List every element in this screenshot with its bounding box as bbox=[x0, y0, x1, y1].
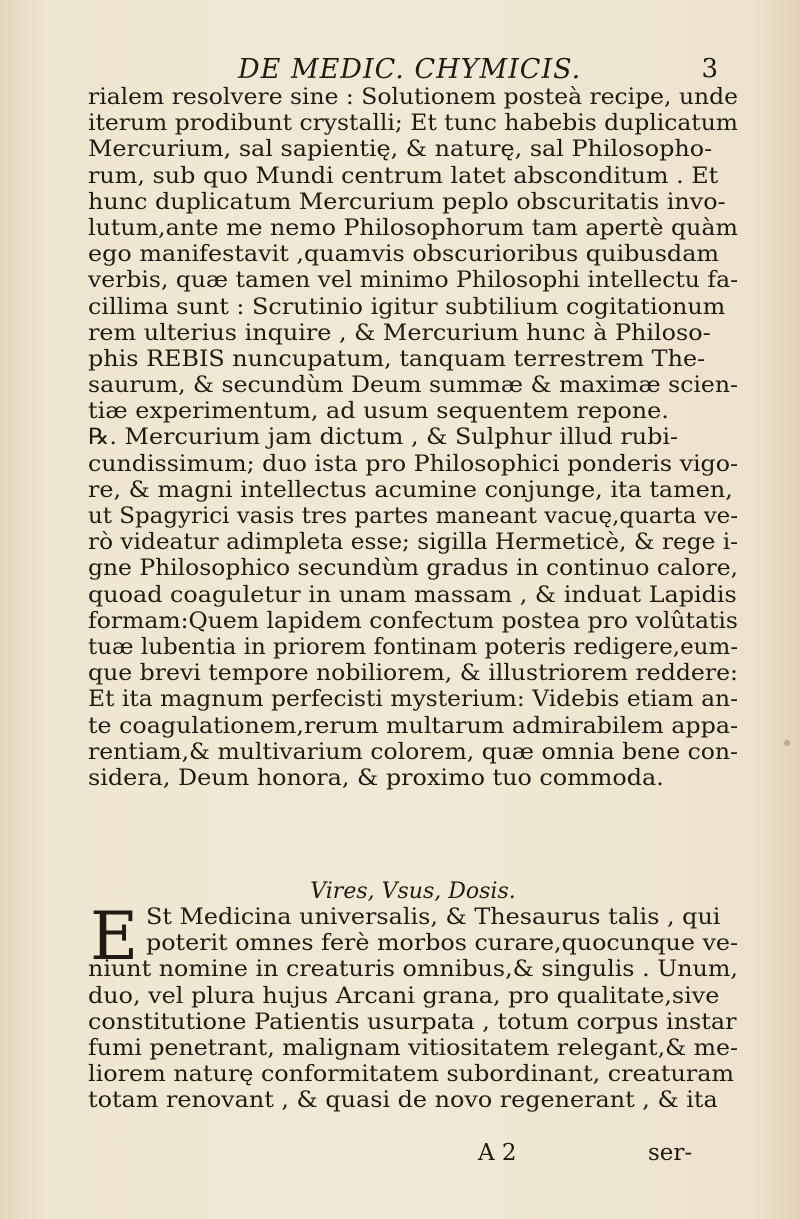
signature-mark: A 2 bbox=[478, 1140, 517, 1166]
text-line: cundissimum; duo ista pro Philosophici ponderis vigo- bbox=[88, 450, 738, 477]
text-line: rem ulterius inquire , & Mercurium hunc à Philoso- bbox=[88, 319, 711, 346]
text-line: rò videatur adimpleta esse; sigilla Hermeticè, & rege i- bbox=[88, 529, 738, 556]
drop-cap: E bbox=[90, 898, 139, 975]
text-line: re, & magni intellectus acumine conjunge, ita tamen, bbox=[88, 476, 733, 503]
paragraph-vires bbox=[88, 898, 738, 1114]
catchword: ser- bbox=[648, 1140, 693, 1166]
text-line: phis REBIS nuncupatum, tanquam terrestrem The- bbox=[88, 345, 706, 372]
page-number: 3 bbox=[701, 54, 718, 84]
running-head: DE MEDIC. CHYMICIS. bbox=[238, 54, 582, 85]
text-line: Et ita magnum perfecisti mysterium: Videbis etiam an- bbox=[88, 686, 738, 713]
text-line: sidera, Deum honora, & proximo tuo commoda. bbox=[88, 764, 664, 791]
text-line: te coagulationem,rerum multarum admirabilem appa- bbox=[88, 712, 738, 739]
text-line: que brevi tempore nobiliorem, & illustriorem reddere: bbox=[88, 660, 738, 687]
section-title: Vires, Vsus, Dosis. bbox=[310, 879, 516, 904]
text-line: constitutione Patientis usurpata , totum corpus instar bbox=[88, 1008, 737, 1035]
text-line: poterit omnes ferè morbos curare,quocunque ve- bbox=[146, 930, 738, 957]
text-line: tuæ lubentia in priorem fontinam poteris redigere,eum- bbox=[88, 633, 738, 660]
text-line: rentiam,& multivarium colorem, quæ omnia bene con- bbox=[88, 738, 738, 765]
text-line: ut Spagyrici vasis tres partes maneant vacuę,quarta ve- bbox=[88, 503, 738, 529]
text-line: gne Philosophico secundùm gradus in continuo calore, bbox=[88, 555, 738, 582]
text-line: tiæ experimentum, ad usum sequentem repone. bbox=[88, 398, 669, 425]
text-line: rialem resolvere sine : Solutionem posteà recipe, unde bbox=[88, 84, 738, 110]
text-line: saurum, & secundùm Deum summæ & maximæ scien- bbox=[88, 372, 738, 399]
text-line: iterum prodibunt crystalli; Et tunc habebis duplicatum bbox=[88, 110, 738, 137]
text-line: hunc duplicatum Mercurium peplo obscuritatis invo- bbox=[88, 188, 726, 215]
text-line: verbis, quæ tamen vel minimo Philosophi intellectu fa- bbox=[88, 267, 738, 294]
text-line: cillima sunt : Scrutinio igitur subtilium cogitationum bbox=[88, 293, 726, 320]
paragraph-preparation bbox=[88, 84, 738, 791]
text-line: duo, vel plura hujus Arcani grana, pro qualitate,sive bbox=[88, 982, 720, 1009]
text-line: niunt nomine in creaturis omnibus,& singulis . Unum, bbox=[88, 956, 738, 983]
text-line: St Medicina universalis, & Thesaurus talis , qui bbox=[146, 904, 721, 930]
page-header bbox=[88, 50, 718, 88]
text-line: rum, sub quo Mundi centrum latet absconditum . Et bbox=[88, 162, 719, 189]
text-line: Mercurium, sal sapientię, & naturę, sal Philosopho- bbox=[88, 136, 713, 163]
text-line: fumi penetrant, malignam vitiositatem relegant,& me- bbox=[88, 1034, 738, 1061]
text-line: ego manifestavit ,quamvis obscurioribus quibusdam bbox=[88, 241, 720, 268]
text-line: ℞. Mercurium jam dictum , & Sulphur illud rubi- bbox=[88, 424, 679, 451]
page-footer bbox=[88, 1140, 738, 1168]
text-line: quoad coaguletur in unam massam , & induat Lapidis bbox=[88, 581, 737, 608]
text-line: lutum,ante me nemo Philosophorum tam apertè quàm bbox=[88, 214, 738, 241]
text-line: liorem naturę conformitatem subordinant, creaturam bbox=[88, 1061, 735, 1088]
paper-speck bbox=[784, 740, 790, 746]
text-line: totam renovant , & quasi de novo regenerant , & ita bbox=[88, 1087, 718, 1114]
text-line: formam:Quem lapidem confectum postea pro volûtatis bbox=[88, 607, 738, 634]
